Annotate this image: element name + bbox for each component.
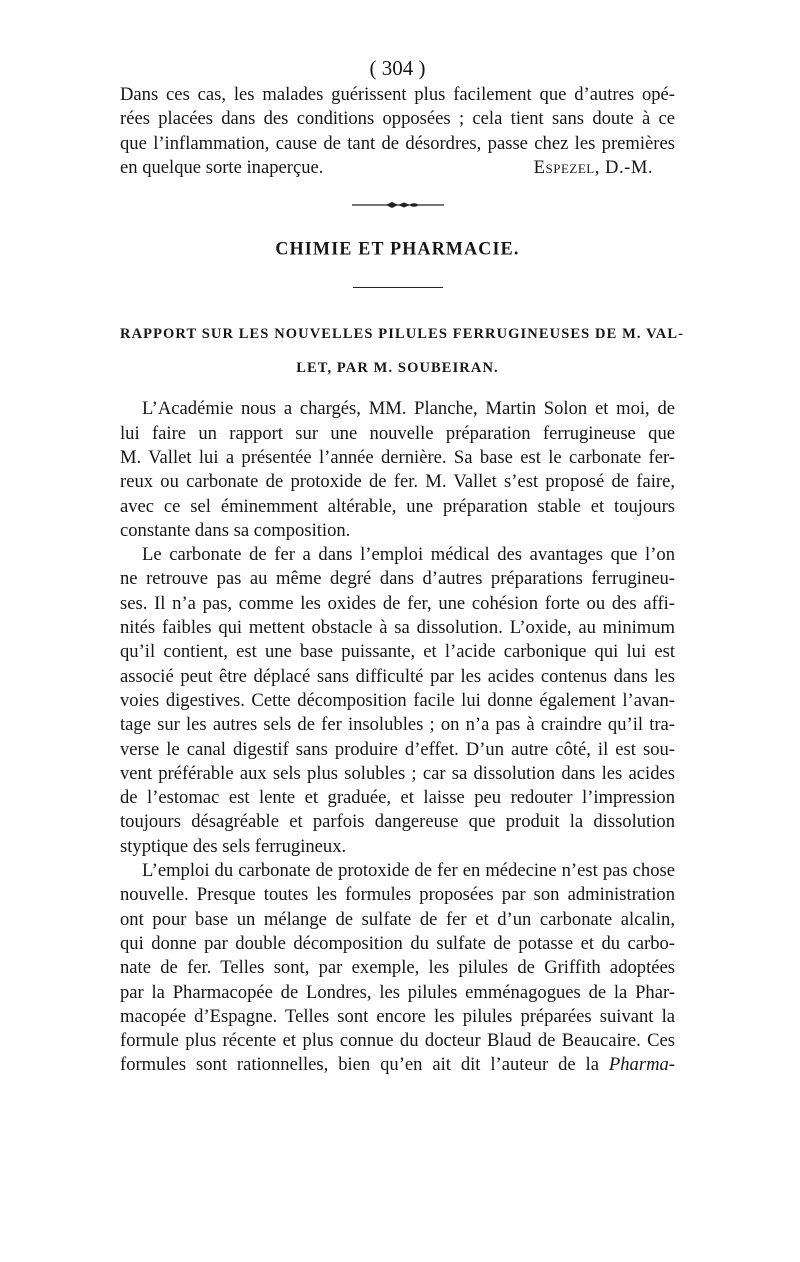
text-line: nouvelle. Presque toutes les formules proposées par son administration: [120, 884, 675, 906]
text-line: verse le canal digestif sans produire d’effet. D’un autre côté, il est sou-: [120, 738, 675, 760]
text-line: rées placées dans des conditions opposées ; cela tient sans doute à ce: [120, 108, 675, 130]
section-title: CHIMIE ET PHARMACIE.: [275, 237, 520, 259]
text-line: constante dans sa composition.: [120, 519, 351, 541]
ornament-divider: [120, 200, 675, 210]
text-line: voies digestives. Cette décomposition facile lui donne également l’avan-: [120, 689, 675, 711]
ornament-icon: [352, 200, 444, 210]
text-line: avec ce sel éminemment altérable, une préparation stable et toujours: [120, 495, 675, 517]
paragraph-2: [120, 543, 675, 859]
text-line: formule plus récente et plus connue du docteur Blaud de Beaucaire. Ces: [120, 1030, 675, 1052]
text-line: nate de fer. Telles sont, par exemple, les pilules de Griffith adoptées: [120, 957, 675, 979]
text-line: Dans ces cas, les malades guérissent plus facilement que d’autres opé-: [120, 84, 675, 105]
text-line: nités faibles qui mettent obstacle à sa dissolution. L’oxide, au minimum: [120, 617, 675, 639]
text-line: ont pour base un mélange de sulfate de fer et d’un carbonate alcalin,: [120, 908, 675, 930]
text-line: qui donne par double décomposition du sulfate de potasse et du carbo-: [120, 932, 675, 954]
text-line: ses. Il n’a pas, comme les oxides de fer, une cohésion forte ou des affi-: [120, 592, 675, 614]
page-number: ( 304 ): [369, 56, 426, 80]
book-page: [120, 55, 685, 1078]
text-line: macopée d’Espagne. Telles sont encore les pilules préparées suivant la: [120, 1005, 675, 1027]
text-line: toujours désagréable et parfois dangereuse que produit la dissolution: [120, 811, 675, 833]
author-signature: Espezel, D.-M.: [533, 156, 653, 178]
text-line: vent préférable aux sels plus solubles ; car sa dissolution dans les acides: [120, 762, 675, 784]
text-line: associé peut être déplacé sans difficulté par les acides contenus dans les: [120, 665, 675, 687]
text-line: de l’estomac est lente et graduée, et laisse peu redouter l’impression: [120, 787, 675, 809]
text-line: reux ou carbonate de protoxide de fer. M. Vallet s’est proposé de faire,: [120, 471, 675, 493]
text-line: qu’il contient, est une base puissante, et l’acide carbonique qui lui est: [120, 641, 675, 663]
report-title: [120, 317, 685, 385]
text-line: ne retrouve pas au même degré dans d’autres préparations ferrugineu-: [120, 568, 675, 590]
text-line: en quelque sorte inaperçue.: [120, 156, 324, 178]
final-text-line: [120, 1053, 675, 1077]
text-line: Le carbonate de fer a dans l’emploi médical des avantages que l’on: [142, 544, 675, 566]
report-title-line: RAPPORT SUR LES NOUVELLES PILULES FERRUGINEUSES DE M. VAL-: [120, 326, 685, 343]
paragraph-1: [120, 397, 675, 543]
signature-line: [120, 156, 675, 180]
section-rule: [353, 287, 443, 288]
text-line: styptique des sels ferrugineux.: [120, 835, 347, 857]
text-line: L’Académie nous a chargés, MM. Planche, Martin Solon et moi, de: [142, 398, 675, 420]
text-line: L’emploi du carbonate de protoxide de fer en médecine n’est pas chose: [142, 860, 675, 882]
text-line: M. Vallet lui a présentée l’année dernière. Sa base est le carbonate fer-: [120, 446, 675, 468]
italic-text-segment: Pharma-: [608, 1054, 675, 1076]
text-line: lui faire un rapport sur une nouvelle préparation ferrugineuse que: [120, 422, 675, 444]
intro-paragraph: [120, 83, 675, 180]
report-title-line: LET, PAR M. SOUBEIRAN.: [296, 360, 499, 377]
paragraph-3: [120, 859, 675, 1078]
text-line: tage sur les autres sels de fer insolubles ; on n’a pas à craindre qu’il tra-: [120, 714, 675, 736]
text-segment: formules sont rationnelles, bien qu’en ait dit l’auteur de la: [120, 1054, 609, 1076]
text-line: que l’inflammation, cause de tant de désordres, passe chez les premières: [120, 132, 675, 154]
text-line: par la Pharmacopée de Londres, les pilules emménagogues de la Phar-: [120, 981, 675, 1003]
